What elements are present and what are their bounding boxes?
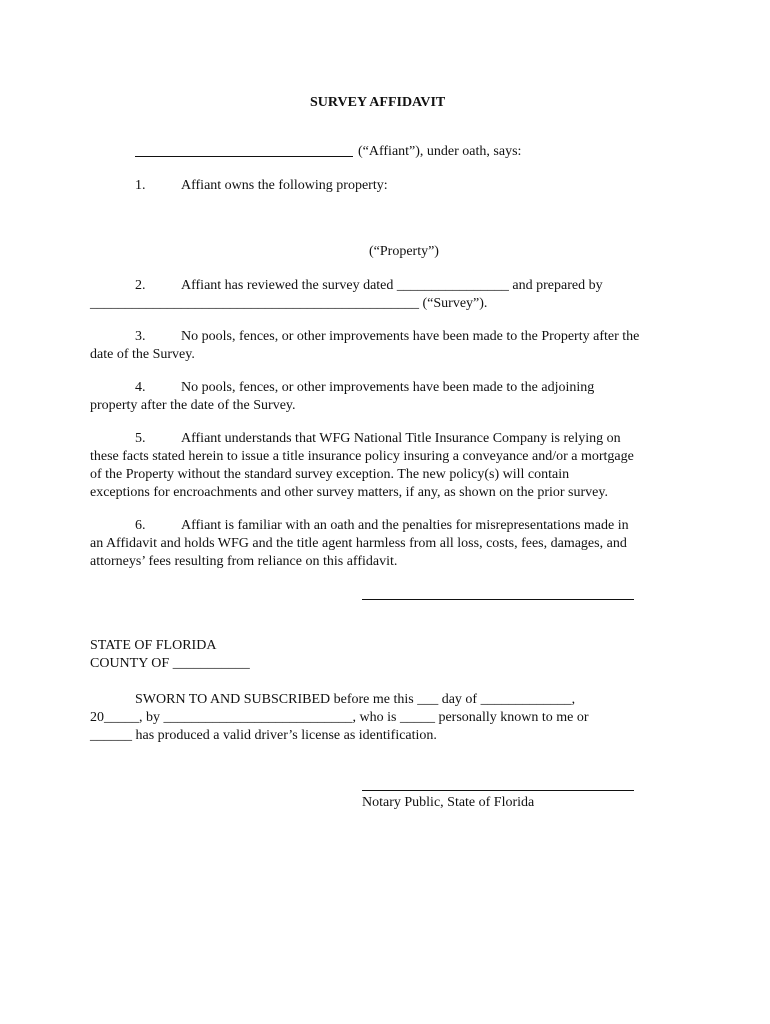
paragraph-4-line-1: No pools, fences, or other improvements have been made to the adjoining bbox=[181, 380, 595, 395]
paragraph-3-line-1: No pools, fences, or other improvements have been made to the Property after the bbox=[181, 329, 640, 344]
paragraph-4-line-2: property after the date of the Survey. bbox=[90, 398, 296, 413]
property-label: (“Property”) bbox=[369, 244, 439, 259]
state-heading: STATE OF FLORIDA bbox=[90, 638, 217, 653]
county-heading: COUNTY OF ___________ bbox=[90, 656, 250, 671]
paragraph-1-number: 1. bbox=[135, 178, 146, 193]
paragraph-6-number: 6. bbox=[135, 518, 146, 533]
paragraph-3-line-2: date of the Survey. bbox=[90, 347, 195, 362]
jurat-line-3: ______ has produced a valid driver’s license as identification. bbox=[90, 728, 437, 743]
notary-label: Notary Public, State of Florida bbox=[362, 795, 535, 810]
paragraph-4-number: 4. bbox=[135, 380, 146, 395]
paragraph-5-line-2: these facts stated herein to issue a title insurance policy insuring a conveyance and/or a mortgage bbox=[90, 449, 634, 464]
jurat-line-2: 20_____, by ___________________________, who is _____ personally known to me or bbox=[90, 710, 589, 725]
affiant-name-blank bbox=[135, 143, 353, 157]
paragraph-6-line-2: an Affidavit and holds WFG and the title agent harmless from all loss, costs, fees, damages, and bbox=[90, 536, 627, 551]
document-title: SURVEY AFFIDAVIT bbox=[310, 95, 446, 110]
paragraph-5-line-1: Affiant understands that WFG National Title Insurance Company is relying on bbox=[181, 431, 621, 446]
paragraph-5-line-3: of the Property without the standard survey exception. The new policy(s) will contain bbox=[90, 467, 570, 482]
paragraph-5-line-4: exceptions for encroachments and other survey matters, if any, as shown on the prior survey. bbox=[90, 485, 608, 500]
paragraph-6-line-1: Affiant is familiar with an oath and the penalties for misrepresentations made in bbox=[181, 518, 629, 533]
intro-text: (“Affiant”), under oath, says: bbox=[358, 144, 522, 159]
paragraph-3-number: 3. bbox=[135, 329, 146, 344]
paragraph-1-text: Affiant owns the following property: bbox=[181, 178, 388, 193]
jurat-line-1: SWORN TO AND SUBSCRIBED before me this ___ day of _____________, bbox=[135, 692, 576, 707]
affiant-signature-line bbox=[362, 599, 634, 600]
paragraph-2-line-2: _______________________________________________ (“Survey”). bbox=[90, 296, 488, 311]
paragraph-6-line-3: attorneys’ fees resulting from reliance on this affidavit. bbox=[90, 554, 398, 569]
paragraph-2-line-1: Affiant has reviewed the survey dated ________________ and prepared by bbox=[181, 278, 603, 293]
paragraph-5-number: 5. bbox=[135, 431, 146, 446]
paragraph-2-number: 2. bbox=[135, 278, 146, 293]
notary-signature-line bbox=[362, 790, 634, 791]
